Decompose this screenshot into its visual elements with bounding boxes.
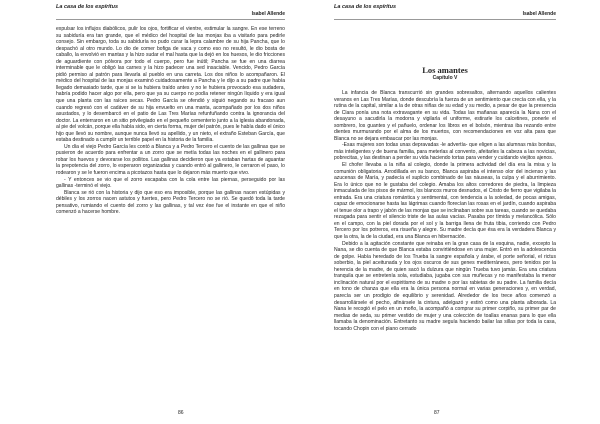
left-body-text (56, 26, 285, 216)
paragraph: Un día el viejo Pedro García les contó a Blanca y a Pedro Tercero el cuento de las gallinas que se pusieron de acuerdo para enfrentar a un zorro que se metía todas las noches en el gallinero para robar los huevos y devorarse los pollitos. Las gallinas decidieron que ya estaban hartas de aguantar la prepotencia del zorro, lo esperaron organizadas y cuando entró al gallinero, le cerraron el paso, lo rodearon y se le fueron encima a picotazos hasta que lo dejaron más muerto que vivo. (56, 143, 285, 177)
right-body-text (334, 90, 556, 332)
paragraph: La infancia de Blanca transcurrió sin grandes sobresaltos, alternando aquellos calientes veranos en Las Tres Marías, donde descubría la fuerza de un sentimiento que crecía con ella, y la rutina de la capital, similar a la de otras niñas de su edad y su medio, a pesar de que la presencia de Clara ponía una nota extravagante en su vida. Todas las mañanas aparecía la Nana con el desayuno a sacudirla la modorra y vigilarla el uniforme, estirarle los calcetines, ponerle el sombrero, los guantes y el pañuelo, ordenar los libros en el bolsón, mientras iba rezando entre dientes murmurando por el alma de los muertos, con recomendaciones en voz alta para que Blanca no se dejara embaucar por las monjas. (334, 90, 556, 142)
paragraph: Debido a la agitación constante que reinaba en la gran casa de la esquina, nadie, excepto la Nana, se dio cuenta de que Blanca estaba convirtiéndose en una mujer. Entró en la adolescencia de golpe. Había heredado de los Trueba la sangre española y árabe, el porte señorial, el rictus soberbio, la piel aceitunada y los ojos oscuros de sus genes mediterráneos, pero tenidos por la herencia de la madre, de quien sacó la dulzura que ningún Trueba tuvo jamás. Era una criatura tranquila que se entretenía sola, estudiaba, jugaba con sus muñecas y no manifestaba la menor inclinación natural por el espiritismo de su madre o por las rabietas de su padre. La familia decía en tono de chanza que ella era la única persona normal en varias generaciones y, en verdad, parecía ser un prodigio de equilibrio y serenidad. Alrededor de los trece años comenzó a desarrollársele el pecho, afinársele la cintura, adelgazó y estiró como una planta alborada. La Nana le recogió el pelo en un moño, la acompañó a comprar su primer corpiño, su primer par de medias de seda, su primer vestido de mujer y una colección de toallas enanas para lo que ella llamaba la denominación. Entretanto su madre seguía haciendo bailar las sillas por toda la casa, tocando Chopin con el piano cerrado (334, 240, 556, 332)
paragraph: - Y entonces se vio que el zorro escapaba con la cola entre las piernas, perseguido por las gallinas -terminó el viejo. (56, 176, 285, 190)
header-author: Isabel Allende (251, 11, 285, 17)
header-divider (56, 19, 285, 20)
header-author: Isabel Allende (522, 11, 556, 17)
page-number: 86 (178, 410, 184, 416)
header-divider (334, 19, 556, 20)
header-book-title: La casa de los espíritus (56, 4, 119, 10)
paragraph: expulsar los influjos diabólicos, pulir los ojos, fortificar el vientre, estimular la sangre. En ese terreno su sabiduría era tan grande, que el médico del hospital de las monjas iba a visitarlo para pedirle consejo. Sin embargo, toda su sabiduría no pudo curar la lepra calambre de su hija Pancha, que lo despachó al otro mundo. Lo dio de comer bofiga de vaca y como eso no resultó, le dio bosta de caballo, la envolvió en mantas y la hizo sudar el mal hasta que la dejó en los huesos, le dio fricciones de aguardiente con pólvora por todo el cuerpo, pero fue inútil; Pancha se fue en una diarrea interminable que le obligó las carnes y la hizo padecer una sed insaciable. Vencido, Pedro García pidió permiso al patrón para llevarla al pueblo en una carreta. Los dos niños lo acompañaron. El médico del hospital de las monjas examinó cuidadosamente a Pancha y le dijo a su padre que había llegado demasiado tarde, que si se la hubiera traído antes y no le hubiera provocado esa sudadera, habría podido hacer algo por ella, pero que ya su cuerpo no podía retener ningún líquido y era igual que una planta con las raíces secas. Pedro García se ofendió y siguió negando su fracaso aun cuando regresó con el cadáver de su hija envuelto en una manta, acompañado por los dos niños asustados, y lo desembarcó en el patio de Las Tres Marías refunfuñando contra la ignorancia del doctor. La enterraron en un sitio privilegiado en el pequeño cementerio junto a la iglesia abandonada, al pie del volcán, porque ella había sido, en cierta forma, mujer del patrón, pues le había dado el único hijo que llevó su nombre, aunque nunca llevó su apellido, y un nieto, el extraño Esteban García, que estaba destinado a cumplir un terrible papel en la historia de la familia. (56, 26, 285, 144)
paragraph: El chofer llevaba a la niña al colegio, donde la primera actividad del día era la misa y la comunión obligatoria. Arrodillada en su banco, Blanca aspiraba el intenso olor del incienso y las azucenas de María, y padecía el suplicio combinado de las náuseas, la culpa y el aburrimiento. Era lo único que no le gustaba del colegio. Amaba los altos corredores de piedra, la limpieza inmaculada de los pisos de mármol, los blancos muros desnudos, el Cristo de fierro que vigilaba la entrada. Era una criatura romántica y sentimental, con tendencia a la soledad, de pocas amigas, capaz de emocionarse hasta las lágrimas cuando florecían las rosas en el jardín, cuando aspiraba el tenue olor a trapo y jabón de las monjas que se inclinaban sobre sus tareas, cuando se quedaba rezagada para sentir el silencio triste de las aulas vacías. Pasaba por tímida y melancólica. Sólo en el campo, con la piel dorada por el sol y la barriga llena de fruta tibia, corriendo con Pedro Tercero por los potreros, era risueña y alegre. Su madre decía que ésa era la verdadera Blanca y que la otra, la de la ciudad, era una Blanca en hibernación. (334, 162, 556, 241)
header-book-title: La casa de los espíritus (334, 4, 397, 10)
paragraph: -Esas mujeres son todas unas depravadas -le advertía- que eligen a las alumnas más bonitas, más inteligentes y de buena familia, para meterlas al convento, afeitarles la cabeza a las novicias, pobrecitas, y las destinan a perder su vida haciendo tortas para vender y cuidando viejitos ajenos. (334, 142, 556, 162)
chapter-heading (334, 65, 556, 82)
right-page (300, 0, 600, 424)
chapter-title: Los amantes (422, 65, 468, 75)
page-number: 87 (434, 410, 440, 416)
paragraph: Blanca se rió con la historia y dijo que eso era imposible, porque las gallinas nacen estúpidas y débiles y los zorros nacen astutos y fuertes, pero Pedro Tercero no se rió. Se quedó toda la tarde pensativo, rumiando el cuento del zorro y las gallinas, y tal vez ése fue el instante en que el niño comenzó a hacerse hombre. (56, 189, 285, 216)
chapter-subtitle: Capítulo V (432, 75, 458, 81)
